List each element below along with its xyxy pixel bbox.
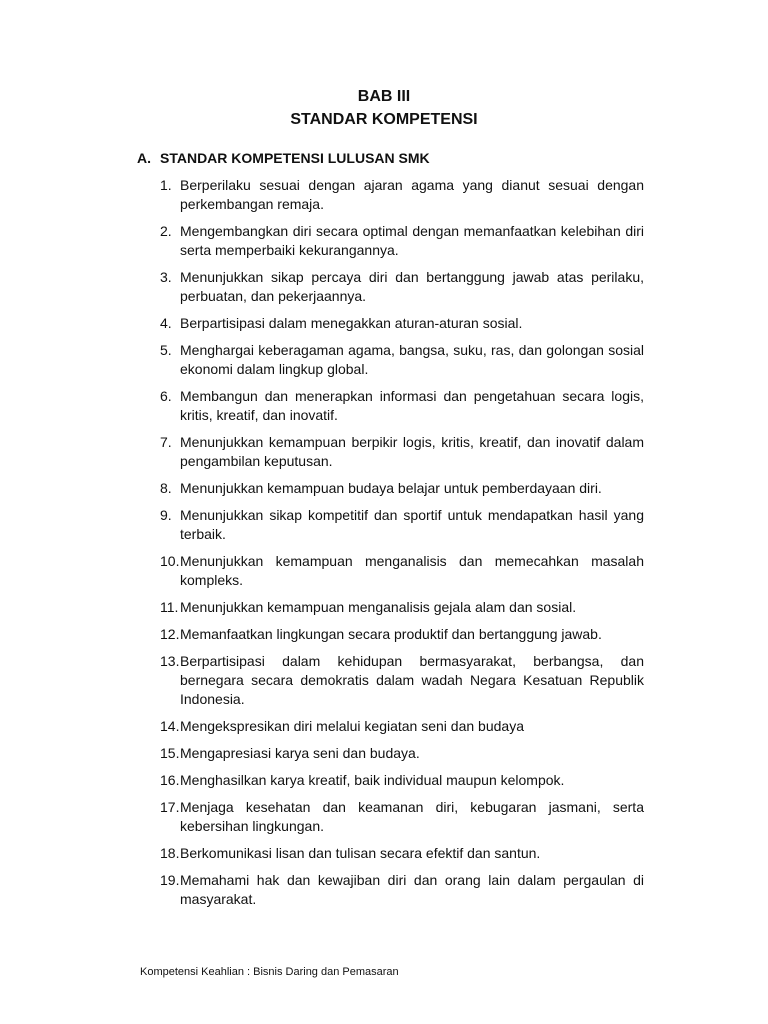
list-item-number: 5. bbox=[160, 342, 172, 358]
list-item bbox=[160, 844, 644, 863]
list-item-text: Menunjukkan kemampuan menganalisis gejala alam dan sosial. bbox=[180, 599, 577, 615]
list-item bbox=[160, 625, 644, 644]
list-item-number: 1. bbox=[160, 177, 172, 193]
list-item-text: Menghasilkan karya kreatif, baik individual maupun kelompok. bbox=[180, 772, 565, 788]
list-item-number: 16. bbox=[160, 772, 180, 788]
list-item-text: Menunjukkan sikap kompetitif dan sportif untuk mendapatkan hasil yang terbaik. bbox=[180, 507, 644, 542]
list-item-number: 13. bbox=[160, 653, 180, 669]
list-item-text: Mengembangkan diri secara optimal dengan memanfaatkan kelebihan diri serta memperbaiki kekurangannya. bbox=[180, 223, 644, 258]
list-item bbox=[160, 506, 644, 544]
list-item bbox=[160, 222, 644, 260]
list-item-text: Menghargai keberagaman agama, bangsa, suku, ras, dan golongan sosial ekonomi dalam lingkup global. bbox=[180, 342, 644, 377]
list-item-number: 15. bbox=[160, 745, 180, 761]
list-item bbox=[160, 798, 644, 836]
section-letter: A. bbox=[137, 150, 151, 166]
list-item-text: Mengapresiasi karya seni dan budaya. bbox=[180, 745, 420, 761]
list-item-text: Berpartisipasi dalam kehidupan bermasyarakat, berbangsa, dan bernegara secara demokratis dalam wadah Negara Kesatuan Republik Indonesia. bbox=[180, 653, 644, 707]
list-item-text: Menunjukkan sikap percaya diri dan bertanggung jawab atas perilaku, perbuatan, dan pekerjaannya. bbox=[180, 269, 644, 304]
list-item-text: Membangun dan menerapkan informasi dan pengetahuan secara logis, kritis, kreatif, dan inovatif. bbox=[180, 388, 644, 423]
list-item-text: Menunjukkan kemampuan budaya belajar untuk pemberdayaan diri. bbox=[180, 480, 602, 496]
list-item-number: 9. bbox=[160, 507, 172, 523]
list-item bbox=[160, 652, 644, 709]
list-item-number: 17. bbox=[160, 799, 180, 815]
list-item-number: 3. bbox=[160, 269, 172, 285]
list-item bbox=[160, 433, 644, 471]
list-item-text: Menjaga kesehatan dan keamanan diri, kebugaran jasmani, serta kebersihan lingkungan. bbox=[180, 799, 644, 834]
list-item bbox=[160, 314, 644, 333]
list-item-number: 14. bbox=[160, 718, 180, 734]
list-item-number: 8. bbox=[160, 480, 172, 496]
list-item-text: Memanfaatkan lingkungan secara produktif dan bertanggung jawab. bbox=[180, 626, 602, 642]
list-item-text: Berperilaku sesuai dengan ajaran agama yang dianut sesuai dengan perkembangan remaja. bbox=[180, 177, 644, 212]
list-item bbox=[160, 268, 644, 306]
list-item bbox=[160, 717, 644, 736]
list-item-number: 4. bbox=[160, 315, 172, 331]
list-item-number: 18. bbox=[160, 845, 180, 861]
list-item bbox=[160, 771, 644, 790]
competency-list bbox=[160, 176, 644, 917]
list-item bbox=[160, 598, 644, 617]
list-item-text: Berpartisipasi dalam menegakkan aturan-aturan sosial. bbox=[180, 315, 523, 331]
list-item-number: 19. bbox=[160, 872, 180, 888]
section-title: STANDAR KOMPETENSI LULUSAN SMK bbox=[160, 150, 430, 166]
page-footer: Kompetensi Keahlian : Bisnis Daring dan Pemasaran bbox=[140, 966, 399, 978]
chapter-title: STANDAR KOMPETENSI bbox=[290, 111, 478, 128]
chapter-number: BAB III bbox=[357, 88, 411, 105]
list-item bbox=[160, 341, 644, 379]
list-item bbox=[160, 871, 644, 909]
list-item bbox=[160, 744, 644, 763]
list-item-number: 7. bbox=[160, 434, 172, 450]
list-item-number: 11. bbox=[160, 599, 179, 615]
list-item-text: Memahami hak dan kewajiban diri dan orang lain dalam pergaulan di masyarakat. bbox=[180, 872, 644, 907]
list-item-number: 12. bbox=[160, 626, 180, 642]
list-item bbox=[160, 479, 644, 498]
list-item bbox=[160, 387, 644, 425]
list-item-text: Mengekspresikan diri melalui kegiatan seni dan budaya bbox=[180, 718, 524, 734]
list-item bbox=[160, 552, 644, 590]
list-item-number: 6. bbox=[160, 388, 172, 404]
list-item-number: 10. bbox=[160, 553, 180, 569]
list-item bbox=[160, 176, 644, 214]
list-item-text: Menunjukkan kemampuan menganalisis dan memecahkan masalah kompleks. bbox=[180, 553, 644, 588]
list-item-text: Menunjukkan kemampuan berpikir logis, kritis, kreatif, dan inovatif dalam pengambilan keputusan. bbox=[180, 434, 644, 469]
list-item-number: 2. bbox=[160, 223, 172, 239]
list-item-text: Berkomunikasi lisan dan tulisan secara efektif dan santun. bbox=[180, 845, 541, 861]
section-heading bbox=[137, 149, 430, 167]
